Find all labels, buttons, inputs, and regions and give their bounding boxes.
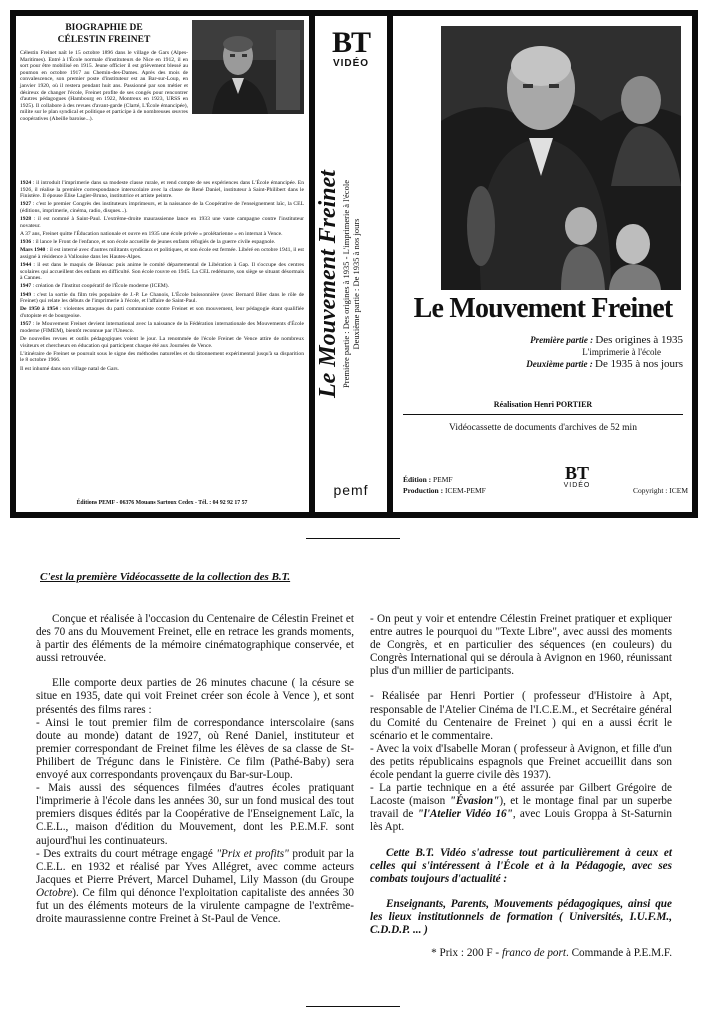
timeline-entry: Mars 1940 : il est interné avec d'autres militants syndicaux et politiques, et son école est fermée. Libéré en octobre 1941, il est assigné à résidence à Vallouise dans les Hautes-Alpes. <box>20 247 304 260</box>
timeline-text: il est dans le maquis de Béassac puis anime le comité départemental de Libération à Gap. Il s'occupe des centres scolaires qui accueillent des enfants en difficulté. Son école rouvre en 1945. La CEL redémarre, son siège se situant désormais à Cannes. <box>20 262 304 282</box>
first-film-paragraph: - Ainsi le tout premier film de correspondance interscolaire (sans doute au monde) datant de 1927, où René Daniel, instituteur et premier correspondant de Freinet filme les élèves de sa classe de St-Philibert de Trégunc dans le Finistère. Ce film (Pathé-Baby) sera envoyé aux correspondants provençaux du Bar-sur-Loup. <box>36 716 354 782</box>
publisher-credits <box>403 474 553 496</box>
videocassette-cover <box>10 10 698 518</box>
biography-intro-text: Célestin Freinet naît le 15 octobre 1896 dans le village de Gars (Alpes-Maritimes). Entré à l'École normale d'instituteurs de Nice en 1912, il en sort pour être mobilisé en 1915. Jeune officier il est grièvement blessé au poumon en octobre 1917 au Chemin-des-Dames. Après des mois de convalescence, son premier poste d'instituteur est au Bar-sur-Loup, en janvier 1920, où il restera pendant huit ans. Passionné par son métier et désireux de changer l'école, Freinet profite de ses congés pour rencontrer d'autres pédagogues (Hambourg en 1922, Montreux en 1923, URSS en 1925). Il collabore à des revues d'avant-garde (Clarté, L'École émancipée), milite sur le plan syndical et politique et participe à de nombreuses œuvres coopératives (Abeille baroise...). <box>20 50 188 122</box>
freinet-footage-paragraph: - On peut y voir et entendre Célestin Freinet pratiquer et expliquer entre autres le pourquoi du "Texte Libre", avec aussi des moments de Congrès, et en particulier des séquences (en couleurs) du Congrès International qui se déroula à Avignon en 1960, réunissant plus d'un millier de participants. <box>370 613 672 678</box>
timeline-year: 1927 <box>20 201 32 208</box>
bt-logo-letters: BT <box>331 26 371 59</box>
short-film-text-2: produit par la C.E.L. en 1932 et réalisé par Yves Allégret, avec comme acteurs Jacques et Pierre Prévert, Marcel Duhamel, Lily Masson (du Groupe <box>36 847 354 886</box>
structure-paragraph: Elle comporte deux parties de 26 minutes chacune ( la césure se situe en 1935, date qui voit Freinet créer son école à Vence ), et sont présentés des films rares : <box>36 677 354 716</box>
shipping-terms: franco de port <box>501 947 566 960</box>
timeline-text: c'est la sortie du film très populaire de J.-P. Le Chanois, L'École buissonnière (avec Bernard Blier dans le rôle de Freinet) qui relate les débuts de l'imprimerie à l'école, et l'affaire de Saint-Paul. <box>20 291 304 305</box>
edition-label: Édition : <box>403 475 432 484</box>
front-divider <box>403 414 683 415</box>
timeline-text: violentes attaques du parti communiste contre Freinet et son mouvement, leur pédagogie étant qualifiée d'utopiste et de bourgeoise. <box>20 306 304 320</box>
cover-front-panel <box>393 16 692 512</box>
biography-heading-line-2: CÉLESTIN FREINET <box>57 35 151 45</box>
director-credit: Réalisation Henri PORTIER <box>493 400 593 409</box>
timeline-entry: 1936 : il lance le Front de l'enfance, et son école accueille de jeunes enfants réfugiés de la guerre civile espagnole. <box>20 239 276 246</box>
short-film-paragraph <box>36 848 354 927</box>
timeline-text: c'est le premier Congrès des instituteurs imprimeurs, et la naissance de la Coopérative de l'enseignement laïc, la CEL (éditions, imprimerie, cinéma, radio, disques...). <box>20 201 304 214</box>
short-film-title: "Prix et profits" <box>216 847 289 860</box>
timeline-entry: 1924 : il introduit l'imprimerie dans sa modeste classe rurale, et rend compte de ses expériences dans L'École émancipée. En 1926, il réalise la première correspondance interscolaire avec la classe de René Daniel, instituteur à Saint-Philibert dans le Finistère. Il épouse Élise Lagier-Bruno, institutrice et artiste peintre. <box>20 180 304 200</box>
timeline-text: il est nommé à Saint-Paul. L'extrême-droite maurassienne lance en 1933 une vaste campagne contre l'instituteur novateur. <box>20 216 304 229</box>
parts-list <box>403 334 683 370</box>
article-left-column <box>36 613 354 926</box>
part-1-label: Première partie : <box>530 335 594 345</box>
timeline-text: De nouvelles revues et outils pédagogiques voient le jour. La renommée de l'école Freinet de Vence attire de nombreux visiteurs et chercheurs en éducation qui participent chaque été aux Journées de Vence. <box>20 336 304 349</box>
spine-part-2: Deuxième partie : De 1935 à nos jours <box>351 218 361 350</box>
spine-part-1: Première partie : Des origines à 1935 - L'imprimerie à l'école <box>341 180 351 388</box>
section-divider-bottom <box>306 1006 400 1007</box>
spine-title: Le Mouvement Freinet <box>315 170 341 398</box>
timeline-entry: 1944 : il est dans le maquis de Béassac puis anime le comité départemental de Libération à Gap. Il s'occupe des centres scolaires qui accueillent des enfants en difficulté. Son école rouvre en 1945. La CEL redémarre, son siège se situant désormais à Cannes. <box>20 262 304 282</box>
freinet-with-children-photo <box>441 26 681 290</box>
front-title: Le Mouvement Freinet <box>413 293 673 324</box>
production-value: ICEM-PEMF <box>444 486 486 495</box>
production-label: Production : <box>403 486 444 495</box>
timeline-year: 1936 <box>20 239 32 246</box>
timeline-text: il est interné avec d'autres militants syndicaux et politiques, et son école est fermée. Libéré en octobre 1941, il est assigné à résidence à Vallouise dans les Hautes-Alpes. <box>20 247 304 260</box>
publisher-address: Éditions PEMF - 06376 Mouans Sartoux Cedex - Tél. : 04 92 92 17 57 <box>76 500 248 506</box>
part-2-value: De 1935 à nos jours <box>595 358 683 370</box>
part-2-row <box>403 358 683 370</box>
schools-paragraph: - Mais aussi des séquences filmées d'autres écoles pratiquant l'imprimerie à l'école dans les années 30, sur un fond musical des tout premiers disques édités par la Coopérative de l'Enseignement Laïc, la C.E.L., maison d'édition du Mouvement, dont les P.E.M.F. sont aujourd'hui les continuateurs. <box>36 782 354 847</box>
timeline-entry: 1928 : il est nommé à Saint-Paul. L'extrême-droite maurassienne lance en 1933 une vaste campagne contre l'instituteur novateur. <box>20 216 304 229</box>
part-2-label: Deuxième partie : <box>526 359 593 369</box>
timeline-text: Il est inhumé dans son village natal de Gars. <box>20 365 119 372</box>
voice-paragraph: - Avec la voix d'Isabelle Moran ( professeur à Avignon, et fille d'un des petits républicains espagnols que Freinet accueillit dans son école pendant la guerre civile dès 1937). <box>370 742 672 782</box>
front-bt-video-logo <box>553 464 601 489</box>
timeline-year: 1944 <box>20 262 32 269</box>
bt-video-logo <box>323 28 379 69</box>
timeline-entry: 1949 : c'est la sortie du film très populaire de J.-P. Le Chanois, L'École buissonnière (avec Bernard Blier dans le rôle de Freinet) qui relate les débuts de l'imprimerie à l'école, et l'affaire de Saint-Paul. <box>20 291 304 305</box>
pemf-logo: pemf <box>333 482 369 498</box>
biography-heading-line-1: BIOGRAPHIE DE <box>65 23 143 33</box>
front-bt-letters: BT <box>564 463 589 483</box>
technical-text-1: - La partie technique en a été assurée par Gilbert Grégoire de Lacoste (maison <box>370 782 672 808</box>
timeline-entry <box>20 231 304 238</box>
group-name: Octobre <box>36 886 73 899</box>
biography-heading <box>20 22 188 46</box>
atelier-name: "l'Atelier Vidéo 16" <box>417 808 513 821</box>
copyright-notice: Copyright : ICEM <box>632 486 688 495</box>
audience-list: Enseignants, Parents, Mouvements pédagogiques, ainsi que les lieux institutionnels de formation ( Universités, I.U.F.M., C.D.D.P. ... ) <box>370 897 672 936</box>
price-line <box>370 947 672 960</box>
cover-spine-panel <box>315 16 387 512</box>
timeline-text: il introduit l'imprimerie dans sa modeste classe rurale, et rend compte de ses expériences dans L'École émancipée. En 1926, il réalise la première correspondance interscolaire avec la classe de René Daniel, instituteur à Saint-Philibert dans le Finistère. Il épouse Élise Lagier-Bruno, institutrice et artiste peintre. <box>20 180 304 200</box>
edition-line <box>403 474 553 485</box>
evasion-name: "Évasion" <box>449 795 500 808</box>
freinet-portrait-photo <box>192 20 304 114</box>
timeline-year: 1957 <box>20 321 32 328</box>
timeline-text: le Mouvement Freinet devient international avec la naissance de la Fédération internationale des Mouvements d'École moderne (FIMEM), bientôt reconnue par l'Unesco. <box>20 321 304 334</box>
timeline-text: création de l'Institut coopératif de l'École moderne (ICEM). <box>35 283 169 290</box>
timeline-entry: 1947 : création de l'Institut coopératif de l'École moderne (ICEM). <box>20 283 169 290</box>
price-text: * Prix : 200 F - <box>431 947 502 960</box>
article-right-column <box>370 613 672 972</box>
timeline-year: Mars 1940 <box>20 247 46 254</box>
timeline-year: 1928 <box>20 216 32 223</box>
timeline-entry <box>20 336 304 349</box>
section-divider-top <box>306 538 400 539</box>
short-film-text-3: ). Ce film qui dénonce l'exploitation capitaliste des années 30 fut un des éléments moteurs de la virulente campagne de l'extrême-droite maurassienne contre Freinet à St-Paul de Vence. <box>36 886 354 926</box>
order-text: . Commande à P.E.M.F. <box>565 947 672 960</box>
timeline-text: L'itinéraire de Freinet se poursuit sous le signe des méthodes naturelles et du tâtonnement expérimental jusqu'à sa disparition le 8 octobre 1966. <box>20 350 304 364</box>
technical-paragraph <box>370 782 672 834</box>
biography-timeline <box>20 180 304 374</box>
article-title: C'est la première Vidéocassette de la collection des B.T. <box>40 571 291 583</box>
edition-value: PEMF <box>433 475 453 484</box>
video-logo-word: VIDÉO <box>332 58 370 69</box>
timeline-year: 1924 <box>20 180 32 186</box>
timeline-entry: De 1950 à 1954 : violentes attaques du parti communiste contre Freinet et son mouvement, leur pédagogie étant qualifiée d'utopiste et de bourgeoise. <box>20 306 304 320</box>
timeline-entry: 1957 : le Mouvement Freinet devient international avec la naissance de la Fédération internationale des Mouvements d'École moderne (FIMEM), bientôt reconnue par l'Unesco. <box>20 321 304 334</box>
short-film-text-1: - Des extraits du court métrage engagé <box>36 847 217 860</box>
production-line <box>403 485 553 496</box>
part-1-row <box>403 334 683 346</box>
timeline-year: De 1950 à 1954 <box>20 306 58 313</box>
timeline-year: 1947 <box>20 283 32 290</box>
timeline-text: A 37 ans, Freinet quitte l'Éducation nationale et ouvre en 1935 une école privée « prolétarienne » en internat à Vence. <box>20 230 283 237</box>
cassette-description: Vidéocassette de documents d'archives de 52 min <box>449 423 637 433</box>
technical-text-2: ), et le montage final par un superbe travail de <box>370 795 672 821</box>
timeline-entry: 1927 : c'est le premier Congrès des instituteurs imprimeurs, et la naissance de la Coopérative de l'enseignement laïc, la CEL (éditions, imprimerie, cinéma, radio, disques...). <box>20 201 304 214</box>
director-paragraph: - Réalisée par Henri Portier ( professeur d'Histoire à Apt, responsable de l'Atelier Cinéma de l'I.C.E.M., et Secrétaire général du Comité du Centenaire de Freinet ) qui en a aussi écrit le scénario et le commentaire. <box>370 690 672 742</box>
cover-back-panel <box>16 16 309 512</box>
technical-text-3: , avec Louis Groppa à St-Saturnin lès Apt. <box>370 808 672 834</box>
timeline-entry <box>20 351 304 364</box>
part-1-value: Des origines à 1935 <box>595 334 683 346</box>
part-1-subtitle: L'imprimerie à l'école <box>582 347 661 357</box>
timeline-text: il lance le Front de l'enfance, et son école accueille de jeunes enfants réfugiés de la guerre civile espagnole. <box>35 239 276 246</box>
audience-intro: Cette B.T. Vidéo s'adresse tout particulièrement à ceux et celles qui s'intéressent à l'École et à la Pédagogie, avec ses combats toujours d'actualité : <box>370 846 672 885</box>
front-video-word: VIDÉO <box>563 482 591 489</box>
timeline-year: 1949 <box>20 291 32 298</box>
intro-paragraph: Conçue et réalisée à l'occasion du Centenaire de Célestin Freinet et des 70 ans du Mouvement Freinet, elle en retrace les grands moments, à partir des éléments de la mémoire cinématographique conservée, et aussi retrouvée. <box>36 613 354 665</box>
spine-title-block <box>315 84 387 484</box>
timeline-entry <box>20 366 304 373</box>
